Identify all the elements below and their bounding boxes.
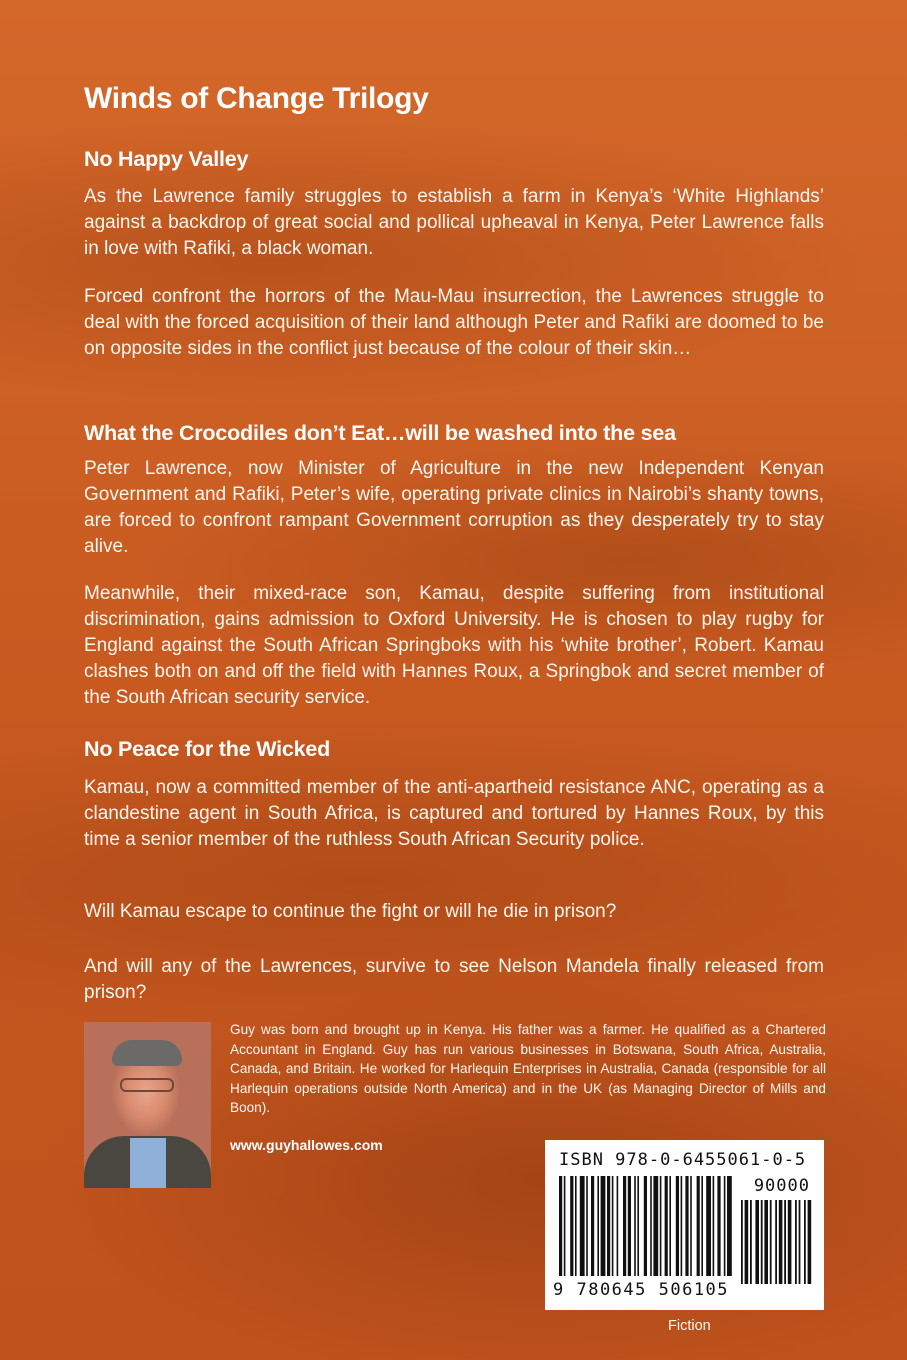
genre-label: Fiction [668,1318,711,1334]
isbn-number: ISBN 978-0-6455061-0-5 [559,1150,807,1170]
book2-paragraph-1: Peter Lawrence, now Minister of Agriculture in the new Independent Kenyan Government and Rafiki, Peter’s wife, operating private clinics in Nairobi’s shanty towns, are forced to confront rampant Government corruption as they desperately try to stay alive. [84,458,824,557]
book1-heading: No Happy Valley [84,147,249,171]
book1-paragraph-1: As the Lawrence family struggles to establish a farm in Kenya’s ‘White Highlands’ against a backdrop of great social and pollical upheaval in Kenya, Peter Lawrence falls in love with Rafiki, a black woman. [84,186,824,259]
author-glasses [120,1078,174,1092]
book2-heading: What the Crocodiles don’t Eat…will be washed into the sea [84,421,676,445]
isbn-barcode [545,1140,824,1310]
author-shirt [130,1138,166,1188]
ean-number: 9 780645 506105 [553,1280,730,1300]
price-code: 90000 [753,1176,810,1196]
book3-paragraph-2: Will Kamau escape to continue the fight or will he die in prison? [84,901,617,922]
series-title: Winds of Change Trilogy [84,82,429,115]
book3-paragraph-1: Kamau, now a committed member of the anti-apartheid resistance ANC, operating as a clandestine agent in South Africa, is captured and tortured by Hannes Roux, by this time a senior member of the ruthless South African Security police. [84,777,824,850]
book3-paragraph-3: And will any of the Lawrences, survive to see Nelson Mandela finally released from prison? [84,956,824,1003]
book2-paragraph-2: Meanwhile, their mixed-race son, Kamau, despite suffering from institutional discrimination, gains admission to Oxford University. He is chosen to play rugby for England against the South African Springboks with his ‘white brother’, Robert. Kamau clashes both on and off the field with Hannes Roux, a Springbok and secret member of the South African security service. [84,583,824,708]
author-website[interactable]: www.guyhallowes.com [230,1137,383,1153]
book3-heading: No Peace for the Wicked [84,737,331,761]
author-photo [84,1022,211,1188]
author-bio: Guy was born and brought up in Kenya. His father was a farmer. He qualified as a Chartered Accountant in England. Guy has run various businesses in Botswana, South Africa, Australia, Canada, and Britain. He worked for Harlequin Enterprises in Australia, Canada (responsible for all Harlequin operations outside North America) and in the UK (as Managing Director of Mills and Boon). [230,1022,826,1115]
book1-paragraph-2: Forced confront the horrors of the Mau-Mau insurrection, the Lawrences struggle to deal with the forced acquisition of their land although Peter and Rafiki are doomed to be on opposite sides in the conflict just because of the colour of their skin… [84,286,824,359]
author-hair [112,1040,182,1066]
